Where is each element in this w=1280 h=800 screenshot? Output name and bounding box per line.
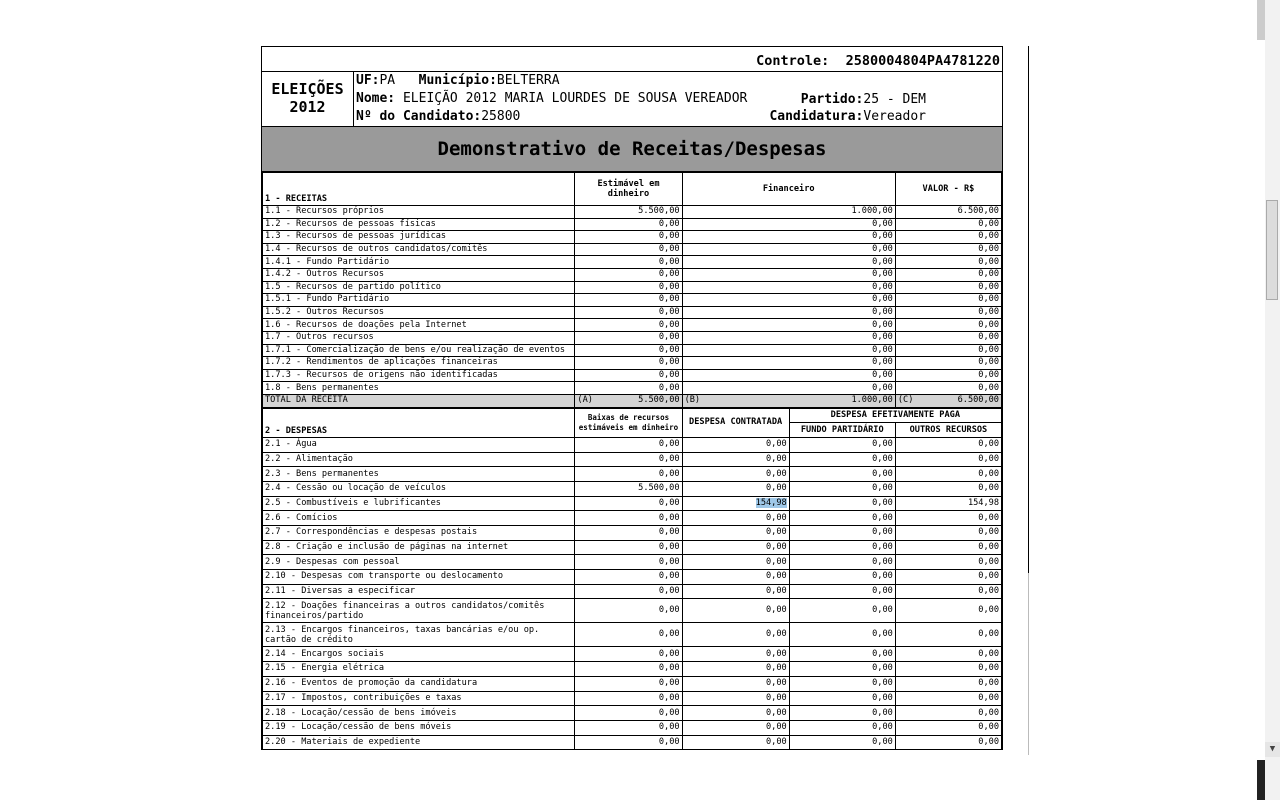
- row-value: 0,00: [575, 331, 682, 344]
- row-value: 0,00: [682, 647, 789, 662]
- row-value: 0,00: [575, 382, 682, 395]
- row-value: 0,00: [682, 452, 789, 467]
- row-value: 0,00: [682, 243, 895, 256]
- row-value: 0,00: [895, 344, 1001, 357]
- row-value: 0,00: [682, 369, 895, 382]
- row-value: 0,00: [682, 357, 895, 370]
- row-value: 0,00: [895, 691, 1001, 706]
- despesa-row: [263, 570, 1002, 585]
- despesa-row: [263, 540, 1002, 555]
- row-value: 0,00: [789, 662, 895, 677]
- row-label: 1.7.3 - Recursos de origens não identificadas: [263, 369, 575, 382]
- row-value: 0,00: [575, 584, 682, 599]
- row-label: 2.6 - Comícios: [263, 511, 575, 526]
- page-edge-lower: [1028, 573, 1029, 755]
- row-value: 0,00: [789, 540, 895, 555]
- row-value: 0,00: [575, 570, 682, 585]
- despesas-table: [262, 408, 1002, 751]
- row-value: 5.500,00: [575, 206, 682, 219]
- row-value: 0,00: [895, 357, 1001, 370]
- row-value: 0,00: [895, 662, 1001, 677]
- row-value: 0,00: [895, 319, 1001, 332]
- row-value: 0,00: [789, 647, 895, 662]
- row-value: 0,00: [575, 256, 682, 269]
- row-label: 1.4.1 - Fundo Partidário: [263, 256, 575, 269]
- row-value: 0,00: [682, 467, 789, 482]
- row-value: 0,00: [895, 268, 1001, 281]
- row-value: 0,00: [575, 243, 682, 256]
- row-value: 0,00: [575, 599, 682, 623]
- row-label: 2.2 - Alimentação: [263, 452, 575, 467]
- receita-row: [263, 331, 1002, 344]
- row-value: 0,00: [682, 481, 789, 496]
- row-value: 0,00: [575, 662, 682, 677]
- row-value: 0,00: [895, 676, 1001, 691]
- row-value: 0,00: [682, 294, 895, 307]
- row-label: 1.5.2 - Outros Recursos: [263, 306, 575, 319]
- despesa-row: [263, 452, 1002, 467]
- row-value: 0,00: [682, 676, 789, 691]
- row-value: 0,00: [682, 268, 895, 281]
- row-value: 0,00: [575, 344, 682, 357]
- row-label: 2.16 - Eventos de promoção da candidatura: [263, 676, 575, 691]
- row-label: 2.14 - Encargos sociais: [263, 647, 575, 662]
- row-value: 0,00: [895, 720, 1001, 735]
- row-value: 0,00: [682, 256, 895, 269]
- row-label: 2.10 - Despesas com transporte ou deslocamento: [263, 570, 575, 585]
- report-title: Demonstrativo de Receitas/Despesas: [262, 127, 1002, 172]
- despesa-row: [263, 496, 1002, 511]
- despesa-row: [263, 599, 1002, 623]
- row-label: 2.1 - Água: [263, 437, 575, 452]
- row-value: 0,00: [895, 437, 1001, 452]
- row-value: 0,00: [789, 720, 895, 735]
- header-outros: OUTROS RECURSOS: [895, 423, 1001, 438]
- row-value: 0,00: [575, 231, 682, 244]
- row-label: 2.15 - Energia elétrica: [263, 662, 575, 677]
- row-value: 0,00: [575, 691, 682, 706]
- receitas-table: [262, 172, 1002, 408]
- row-label: 1.5 - Recursos de partido político: [263, 281, 575, 294]
- row-value: 0,00: [682, 706, 789, 721]
- row-value: 0,00: [575, 555, 682, 570]
- window-edge: [1257, 0, 1265, 40]
- row-value: 0,00: [789, 584, 895, 599]
- total-receita-row: TOTAL DA RECEITA (A) 5.500,00 (B) 1.000,00 (C) 6.500,00: [263, 394, 1002, 407]
- row-value: 0,00: [789, 623, 895, 647]
- report-header: [262, 72, 1002, 127]
- despesa-row: [263, 623, 1002, 647]
- despesa-row: [263, 691, 1002, 706]
- row-value: 0,00: [575, 294, 682, 307]
- row-value: 0,00: [789, 452, 895, 467]
- despesa-row: [263, 467, 1002, 482]
- receita-row: [263, 294, 1002, 307]
- row-value: 0,00: [789, 496, 895, 511]
- row-value: 0,00: [575, 735, 682, 750]
- despesa-row: [263, 511, 1002, 526]
- row-value: 0,00: [575, 511, 682, 526]
- row-label: 1.6 - Recursos de doações pela Internet: [263, 319, 575, 332]
- document-viewport: [261, 46, 1029, 755]
- row-value: 0,00: [895, 584, 1001, 599]
- row-value: 0,00: [895, 555, 1001, 570]
- row-value: 154,98: [895, 496, 1001, 511]
- row-label: 1.7 - Outros recursos: [263, 331, 575, 344]
- row-value: 0,00: [895, 382, 1001, 395]
- row-value: 0,00: [682, 555, 789, 570]
- header-fundo: FUNDO PARTIDÁRIO: [789, 423, 895, 438]
- despesa-row: [263, 720, 1002, 735]
- row-value: 0,00: [575, 526, 682, 541]
- row-value: 0,00: [895, 706, 1001, 721]
- row-value: 0,00: [789, 735, 895, 750]
- row-value: 0,00: [682, 540, 789, 555]
- row-value: 0,00: [575, 647, 682, 662]
- row-value: 0,00: [682, 735, 789, 750]
- row-value: 0,00: [682, 218, 895, 231]
- page-edge: [1028, 46, 1029, 573]
- row-value: 0,00: [575, 306, 682, 319]
- row-value: 0,00: [682, 231, 895, 244]
- despesa-row: [263, 526, 1002, 541]
- row-value: 0,00: [575, 218, 682, 231]
- row-value: 0,00: [575, 496, 682, 511]
- row-value: 0,00: [895, 243, 1001, 256]
- row-value: 0,00: [895, 599, 1001, 623]
- header-valor: VALOR - R$: [895, 173, 1001, 206]
- header-baixas: Baixas de recursos estimáveis em dinheiro: [575, 408, 682, 437]
- row-value: 6.500,00: [895, 206, 1001, 219]
- row-label: 2.12 - Doações financeiras a outros candidatos/comitês financeiros/partido: [263, 599, 575, 623]
- row-value: 5.500,00: [575, 481, 682, 496]
- row-label: 2.11 - Diversas a especificar: [263, 584, 575, 599]
- row-value: 0,00: [895, 647, 1001, 662]
- row-label: 1.8 - Bens permanentes: [263, 382, 575, 395]
- receitas-section-label: 1 - RECEITAS: [263, 173, 575, 206]
- despesa-row: [263, 706, 1002, 721]
- row-label: 2.19 - Locação/cessão de bens móveis: [263, 720, 575, 735]
- despesa-row: [263, 437, 1002, 452]
- row-value: 0,00: [575, 357, 682, 370]
- row-label: 1.1 - Recursos próprios: [263, 206, 575, 219]
- row-label: 2.9 - Despesas com pessoal: [263, 555, 575, 570]
- receita-row: [263, 256, 1002, 269]
- row-label: 1.4.2 - Outros Recursos: [263, 268, 575, 281]
- row-value: 0,00: [895, 623, 1001, 647]
- row-value: 0,00: [895, 369, 1001, 382]
- receita-row: [263, 206, 1002, 219]
- row-label: 1.4 - Recursos de outros candidatos/comitês: [263, 243, 575, 256]
- row-value: 0,00: [789, 676, 895, 691]
- receita-row: [263, 306, 1002, 319]
- row-value: 0,00: [575, 319, 682, 332]
- row-value: 0,00: [895, 467, 1001, 482]
- row-value: 0,00: [682, 662, 789, 677]
- row-label: 2.4 - Cessão ou locação de veículos: [263, 481, 575, 496]
- row-value: 0,00: [895, 452, 1001, 467]
- row-label: 2.18 - Locação/cessão de bens imóveis: [263, 706, 575, 721]
- row-value: 0,00: [895, 331, 1001, 344]
- row-label: 1.7.2 - Rendimentos de aplicações financeiras: [263, 357, 575, 370]
- row-value: 0,00: [575, 623, 682, 647]
- despesa-row: [263, 735, 1002, 750]
- row-value: 0,00: [789, 437, 895, 452]
- row-value: 0,00: [789, 706, 895, 721]
- row-value: 0,00: [895, 294, 1001, 307]
- row-value: 0,00: [575, 676, 682, 691]
- row-label: 2.8 - Criação e inclusão de páginas na internet: [263, 540, 575, 555]
- row-value: 0,00: [682, 306, 895, 319]
- row-value: 0,00: [895, 481, 1001, 496]
- elections-box: ELEIÇÕES 2012: [262, 72, 354, 126]
- row-label: 2.17 - Impostos, contribuições e taxas: [263, 691, 575, 706]
- row-value: 0,00: [682, 526, 789, 541]
- report-sheet: [261, 46, 1003, 750]
- row-value: 0,00: [789, 467, 895, 482]
- row-value: 0,00: [682, 511, 789, 526]
- row-label: 1.2 - Recursos de pessoas físicas: [263, 218, 575, 231]
- row-value: 0,00: [789, 481, 895, 496]
- row-value: [682, 496, 789, 511]
- row-label: 2.20 - Materiais de expediente: [263, 735, 575, 750]
- row-value: 0,00: [895, 735, 1001, 750]
- row-value: 0,00: [575, 720, 682, 735]
- row-value: 0,00: [682, 570, 789, 585]
- row-value: 0,00: [789, 555, 895, 570]
- receita-row: [263, 369, 1002, 382]
- receita-row: [263, 382, 1002, 395]
- row-value: 0,00: [895, 281, 1001, 294]
- despesa-row: [263, 481, 1002, 496]
- scrollbar-thumb[interactable]: [1266, 200, 1278, 300]
- row-value: 0,00: [895, 218, 1001, 231]
- receita-row: [263, 319, 1002, 332]
- row-value: 0,00: [575, 452, 682, 467]
- receita-row: [263, 243, 1002, 256]
- header-estimavel: Estimável em dinheiro: [575, 173, 682, 206]
- row-value: 0,00: [895, 540, 1001, 555]
- row-value: 0,00: [575, 369, 682, 382]
- despesa-row: [263, 662, 1002, 677]
- row-label: 1.3 - Recursos de pessoas jurídicas: [263, 231, 575, 244]
- despesa-row: [263, 584, 1002, 599]
- row-value: 0,00: [682, 319, 895, 332]
- row-value: 0,00: [575, 706, 682, 721]
- row-value: 0,00: [575, 540, 682, 555]
- despesa-row: [263, 676, 1002, 691]
- row-value: 0,00: [789, 511, 895, 526]
- row-value: 0,00: [895, 511, 1001, 526]
- row-label: 2.5 - Combustíveis e lubrificantes: [263, 496, 575, 511]
- row-value: 0,00: [682, 599, 789, 623]
- row-value: 0,00: [895, 231, 1001, 244]
- row-label: 1.7.1 - Comercialização de bens e/ou realização de eventos: [263, 344, 575, 357]
- row-label: 2.7 - Correspondências e despesas postais: [263, 526, 575, 541]
- despesa-row: [263, 647, 1002, 662]
- row-value: 0,00: [575, 281, 682, 294]
- row-value: 0,00: [682, 382, 895, 395]
- row-value: 0,00: [682, 691, 789, 706]
- row-value: 0,00: [682, 584, 789, 599]
- scroll-down-icon[interactable]: ▼: [1265, 742, 1280, 757]
- row-value: 0,00: [895, 526, 1001, 541]
- row-value: 0,00: [575, 268, 682, 281]
- receita-row: [263, 218, 1002, 231]
- receita-row: [263, 357, 1002, 370]
- row-value: 0,00: [682, 344, 895, 357]
- row-value: 0,00: [789, 599, 895, 623]
- receita-row: [263, 231, 1002, 244]
- control-number: Controle: 2580004804PA4781220: [262, 46, 1002, 72]
- receita-row: [263, 281, 1002, 294]
- row-value: 0,00: [682, 331, 895, 344]
- row-value: 1.000,00: [682, 206, 895, 219]
- header-contratada: DESPESA CONTRATADA: [682, 408, 789, 437]
- row-label: 2.13 - Encargos financeiros, taxas bancárias e/ou op. cartão de crédito: [263, 623, 575, 647]
- despesa-row: [263, 555, 1002, 570]
- row-value: 0,00: [789, 691, 895, 706]
- taskbar-edge: [1257, 760, 1265, 800]
- row-value: 0,00: [895, 570, 1001, 585]
- row-value: 0,00: [895, 306, 1001, 319]
- header-financeiro: Financeiro: [682, 173, 895, 206]
- header-paga: DESPESA EFETIVAMENTE PAGA: [789, 408, 1001, 423]
- receita-row: [263, 344, 1002, 357]
- row-value: 0,00: [575, 437, 682, 452]
- row-value: 0,00: [682, 437, 789, 452]
- row-value: 0,00: [682, 720, 789, 735]
- vertical-scrollbar[interactable]: [1265, 0, 1280, 800]
- despesas-section-label: 2 - DESPESAS: [263, 408, 575, 437]
- row-label: 2.3 - Bens permanentes: [263, 467, 575, 482]
- row-value: 0,00: [575, 467, 682, 482]
- row-value: 0,00: [895, 256, 1001, 269]
- row-value: 0,00: [789, 570, 895, 585]
- row-value: 0,00: [789, 526, 895, 541]
- row-value: 0,00: [682, 623, 789, 647]
- receita-row: [263, 268, 1002, 281]
- row-value: 0,00: [682, 281, 895, 294]
- candidate-info: UF:PA Município:BELTERRA Nome: ELEIÇÃO 2012 MARIA LOURDES DE SOUSA VEREADOR Nº do Candidato:25800 Partido:25 - DEM Candidatura:Vereador: [356, 73, 926, 124]
- row-label: 1.5.1 - Fundo Partidário: [263, 294, 575, 307]
- selected-text[interactable]: 154,98: [755, 497, 787, 508]
